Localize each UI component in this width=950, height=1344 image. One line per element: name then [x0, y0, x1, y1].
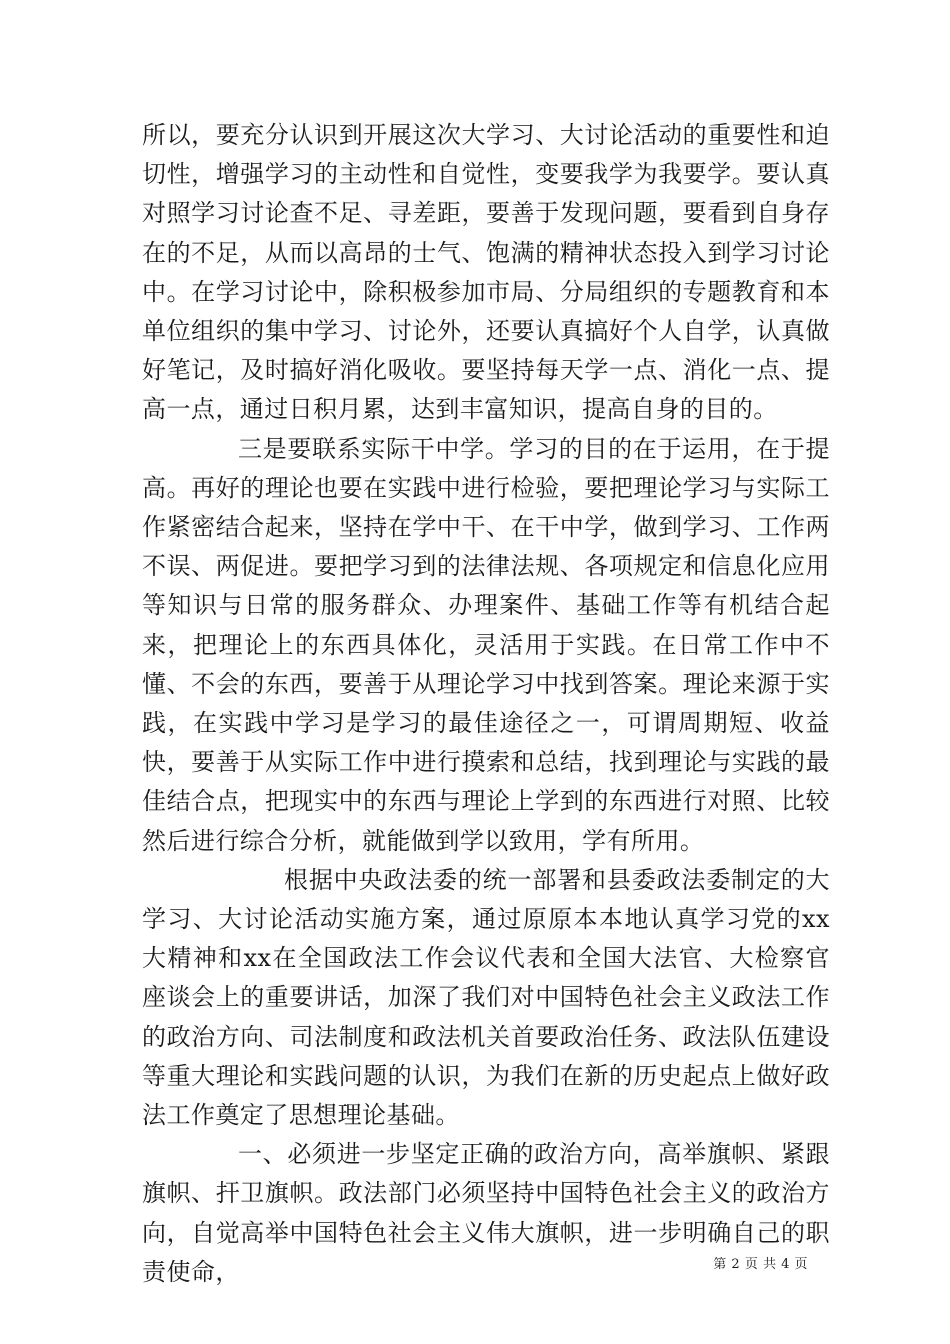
document-body	[142, 116, 830, 1292]
page-number-footer: 第 2 页 共 4 页	[713, 1257, 808, 1272]
paragraph-study-summary: 根据中央政法委的统一部署和县委政法委制定的大学习、大讨论活动实施方案，通过原原本本地认真学习党的xx大精神和xx在全国政法工作会议代表和全国大法官、大检察官座谈会上的重要讲话，加深了我们对中国特色社会主义政法工作的政治方向、司法制度和政法机关首要政治任务、政法队伍建设等重大理论和实践问题的认识，为我们在新的历史起点上做好政法工作奠定了思想理论基础。	[142, 865, 830, 1130]
paragraph-continuation: 所以，要充分认识到开展这次大学习、大讨论活动的重要性和迫切性，增强学习的主动性和自觉性，变要我学为我要学。要认真对照学习讨论查不足、寻差距，要善于发现问题，要看到自身存在的不足，从而以高昂的士气、饱满的精神状态投入到学习讨论中。在学习讨论中，除积极参加市局、分局组织的专题教育和本单位组织的集中学习、讨论外，还要认真搞好个人自学，认真做好笔记，及时搞好消化吸收。要坚持每天学一点、消化一点、提高一点，通过日积月累，达到丰富知识，提高自身的目的。	[142, 121, 830, 424]
paragraph-practice-learning: 三是要联系实际干中学。学习的目的在于运用，在于提高。再好的理论也要在实践中进行检验，要把理论学习与实际工作紧密结合起来，坚持在学中干、在干中学，做到学习、工作两不误、两促进。要把学习到的法律法规、各项规定和信息化应用等知识与日常的服务群众、办理案件、基础工作等有机结合起来，把理论上的东西具体化，灵活用于实践。在日常工作中不懂、不会的东西，要善于从理论学习中找到答案。理论来源于实践，在实践中学习是学习的最佳途径之一，可谓周期短、收益快，要善于从实际工作中进行摸索和总结，找到理论与实践的最佳结合点，把现实中的东西与理论上学到的东西进行对照、比较然后进行综合分析，就能做到学以致用，学有所用。	[142, 434, 830, 855]
paragraph-political-direction: 一、必须进一步坚定正确的政治方向，高举旗帜、紧跟旗帜、扞卫旗帜。政法部门必须坚持中国特色社会主义的政治方向，自觉高举中国特色社会主义伟大旗帜，进一步明确自己的职责使命，	[142, 1140, 830, 1286]
